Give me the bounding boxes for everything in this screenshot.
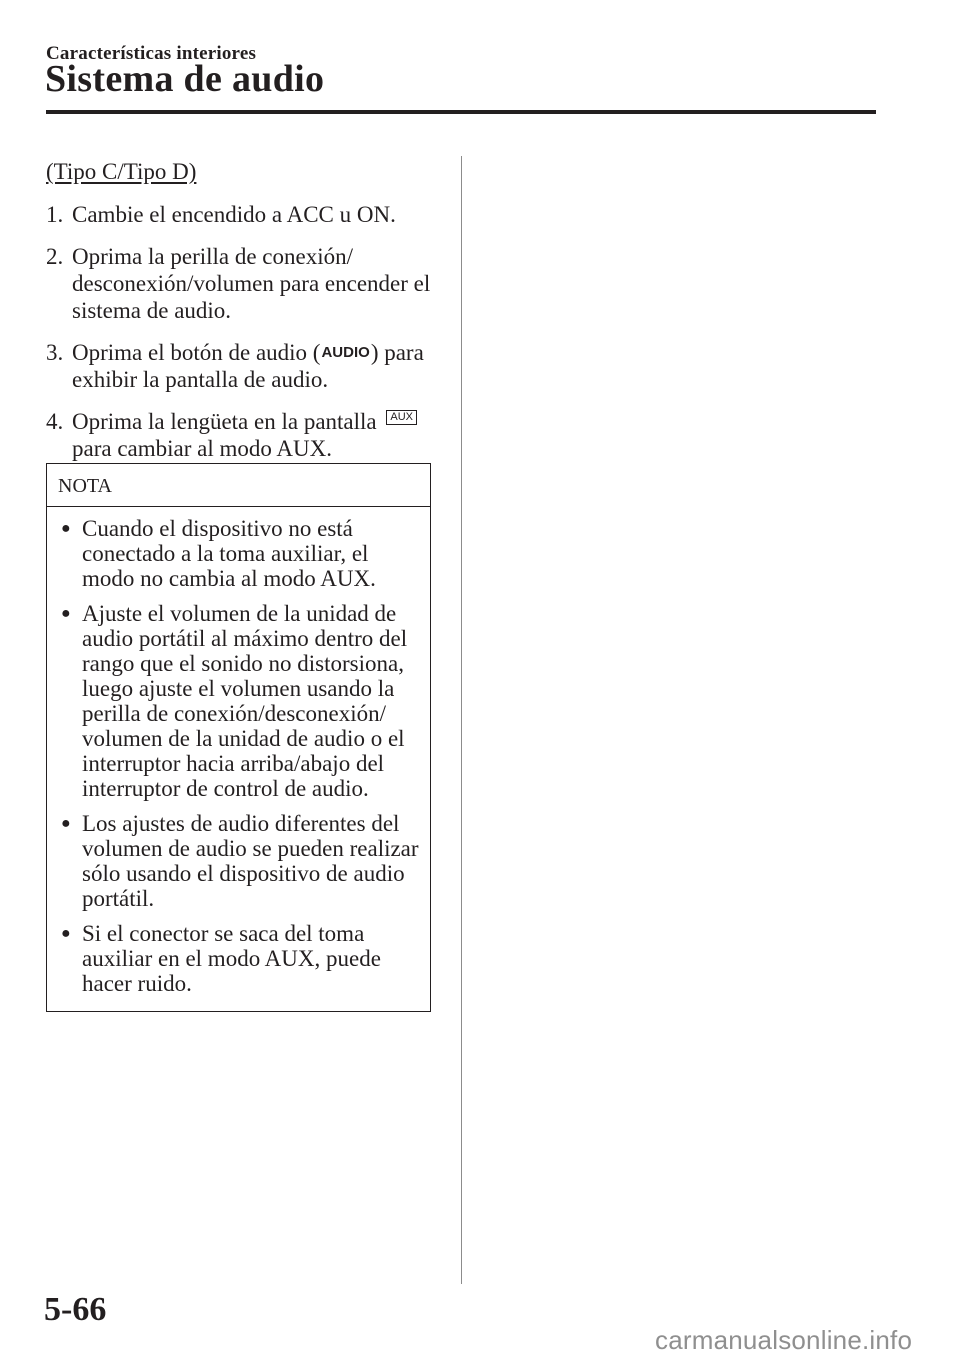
audio-button-icon: AUDIO <box>321 344 370 361</box>
step-item <box>46 339 438 393</box>
step-text: Oprima la perilla de conexión/ desconexión/volumen para encender el sistema de audio. <box>72 244 431 323</box>
section-label: Características interiores <box>46 43 257 64</box>
step-text: Oprima la lengüeta en la pantalla <box>72 409 377 434</box>
step-number: 1. <box>46 202 64 227</box>
note-box <box>46 463 431 1012</box>
note-item <box>57 921 424 996</box>
step-text: Cambie el encendido a ACC u ON. <box>72 202 396 227</box>
bullet-icon: ● <box>61 925 71 942</box>
note-item <box>57 516 424 591</box>
note-text: Si el conector se saca del toma auxiliar en el modo AUX, puede hacer ruido. <box>82 921 381 996</box>
bullet-icon: ● <box>61 815 71 832</box>
watermark: carmanualsonline.info <box>655 1325 913 1355</box>
step-list <box>46 201 438 462</box>
column-divider <box>461 156 462 1284</box>
step-number: 4. <box>46 409 64 434</box>
note-text: Ajuste el volumen de la unidad de audio portátil al máximo dentro del rango que el sonido no distorsiona, luego ajuste el volumen usando la perilla de conexión/desconexión/ volumen de la unidad de audio o el interruptor hacia arriba/abajo del interruptor de control de audio. <box>82 601 408 801</box>
subheading: (Tipo C/Tipo D) <box>46 159 197 184</box>
step-text: Oprima el botón de audio ( <box>72 340 321 365</box>
page-title: Sistema de audio <box>45 58 325 100</box>
note-text: Cuando el dispositivo no está conectado a la toma auxiliar, el modo no cambia al modo AUX. <box>82 516 376 591</box>
step-item <box>46 408 438 462</box>
step-text: ) para exhibir la pantalla de audio. <box>72 340 424 392</box>
step-item <box>46 243 438 324</box>
note-item <box>57 601 424 801</box>
note-text: Los ajustes de audio diferentes del volumen de audio se pueden realizar sólo usando el dispositivo de audio portátil. <box>82 811 419 911</box>
main-column <box>46 158 438 477</box>
note-item <box>57 811 424 911</box>
aux-tab-icon: AUX <box>386 410 417 425</box>
note-title: NOTA <box>47 464 430 507</box>
page-number: 5-66 <box>44 1291 107 1328</box>
step-number: 3. <box>46 340 64 365</box>
bullet-icon: ● <box>61 520 71 537</box>
header-rule <box>46 110 876 114</box>
note-list <box>47 507 430 996</box>
step-item <box>46 201 438 228</box>
step-number: 2. <box>46 244 64 269</box>
bullet-icon: ● <box>61 605 71 622</box>
step-text: para cambiar al modo AUX. <box>72 436 332 461</box>
